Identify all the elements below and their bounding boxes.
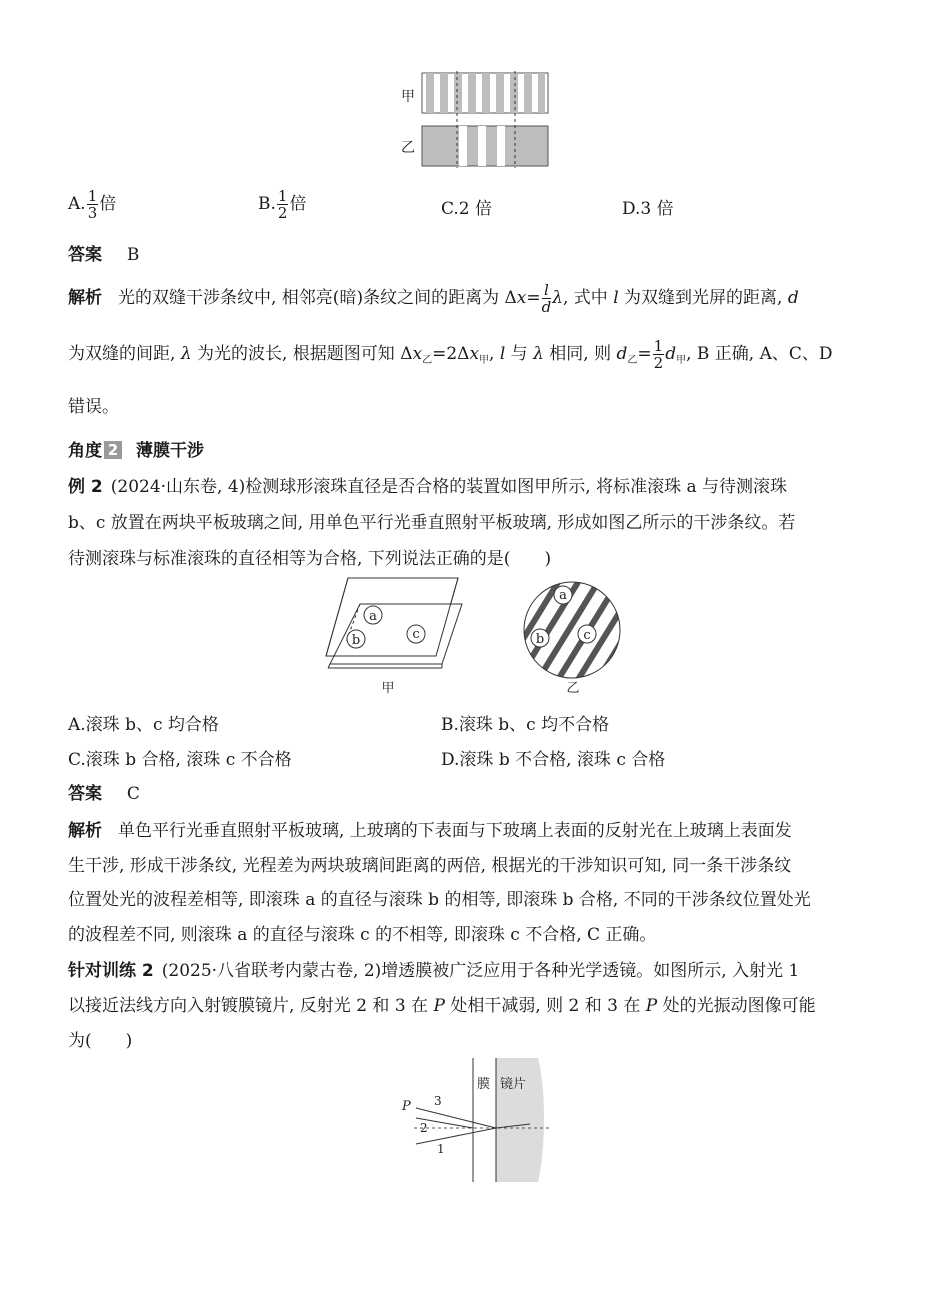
option-a-suffix: 倍 xyxy=(99,194,117,214)
ray-2-label: 2 xyxy=(420,1121,428,1135)
answer-row-2 xyxy=(68,779,140,804)
answer-label: 答案 xyxy=(68,784,102,804)
question-text: (2024·山东卷, 4)检测球形滚珠直径是否合格的装置如图甲所示, 将标准滚珠 a 与待测滚珠 xyxy=(110,477,788,497)
fringe-diagram xyxy=(395,68,555,172)
equals: = xyxy=(637,344,652,364)
point-p-label: P xyxy=(402,1099,411,1114)
option-b-suffix: 倍 xyxy=(289,194,307,214)
analysis-text: , B 正确, A、C、D xyxy=(686,344,833,364)
var-x: x xyxy=(412,344,423,364)
var-lambda: λ xyxy=(552,288,563,308)
fraction-one-half xyxy=(277,188,289,221)
example-label: 例 2 xyxy=(68,477,103,497)
analysis-label: 解析 xyxy=(68,821,102,841)
fringe-figure xyxy=(395,68,555,172)
analysis-2-line4: 的波程差不同, 则滚珠 a 的直径与滚珠 c 的不相等, 即滚珠 c 不合格, C 正确。 xyxy=(68,925,657,945)
label-jia: 甲 xyxy=(401,89,415,105)
analysis-1-line1 xyxy=(68,280,799,316)
ray-3-label: 3 xyxy=(434,1094,442,1108)
fringe-ball-c-label: c xyxy=(583,628,591,643)
option-a xyxy=(68,186,116,222)
frac-den: d xyxy=(541,298,552,316)
figure-yi-label: 乙 xyxy=(566,681,580,696)
var-x: x xyxy=(516,288,527,308)
label-yi: 乙 xyxy=(401,140,415,156)
option-c: C.2 倍 xyxy=(441,199,493,219)
question-text: 处的光振动图像可能 xyxy=(657,996,816,1016)
frac-den: 2 xyxy=(653,354,664,372)
question-text: 处相干减弱, 则 2 和 3 在 xyxy=(444,996,646,1016)
var-lambda: λ xyxy=(533,344,544,364)
var-d: d xyxy=(616,344,628,364)
training-label: 针对训练 2 xyxy=(68,961,154,981)
analysis-2-line3: 位置处光的波程差相等, 即滚珠 a 的直径与滚珠 b 的相等, 即滚珠 b 合格, 不同的干涉条纹位置处光 xyxy=(68,890,811,910)
analysis-text: , xyxy=(489,344,500,364)
answer-value: C xyxy=(126,784,140,804)
frac-den: 3 xyxy=(87,204,98,222)
analysis-text: 与 xyxy=(505,344,534,364)
ball-b-label: b xyxy=(351,633,361,648)
subscript: 乙 xyxy=(422,355,433,366)
var-x: x xyxy=(469,344,480,364)
fringe-ball-b-label: b xyxy=(535,632,545,647)
training-2-line2 xyxy=(68,991,816,1016)
option-b xyxy=(258,186,306,222)
option-d: D.3 倍 xyxy=(622,199,674,219)
option-b-prefix: B. xyxy=(258,194,276,214)
ex2-option-b: B.滚珠 b、c 均不合格 xyxy=(441,715,610,735)
equals: = xyxy=(526,288,541,308)
analysis-1-line2 xyxy=(68,336,833,375)
ball-test-figure xyxy=(318,576,628,700)
var-l: l xyxy=(499,344,506,364)
film-label: 膜 xyxy=(477,1077,491,1092)
frac-num: 1 xyxy=(277,187,288,205)
analysis-text: 光的双缝干涉条纹中, 相邻亮(暗)条纹之间的距离为 Δ xyxy=(118,288,517,308)
question-text: (2025·八省联考内蒙古卷, 2)增透膜被广泛应用于各种光学透镜。如图所示, 入射光 1 xyxy=(161,961,800,981)
training-2-line3: 为( ) xyxy=(68,1031,133,1051)
analysis-1-line3: 错误。 xyxy=(68,397,119,417)
example-2-line3: 待测滚珠与标准滚珠的直径相等为合格, 下列说法正确的是( ) xyxy=(68,549,552,569)
fraction-one-half xyxy=(653,338,665,371)
film-lens-figure xyxy=(400,1058,560,1184)
analysis-2-line2: 生干涉, 形成干涉条纹, 光程差为两块玻璃间距离的两倍, 根据光的干涉知识可知, 同一条干涉条纹 xyxy=(68,856,792,876)
analysis-2-line1 xyxy=(68,816,792,841)
ex2-option-c: C.滚珠 b 合格, 滚珠 c 不合格 xyxy=(68,750,292,770)
ray-1-label: 1 xyxy=(437,1142,445,1156)
subscript: 乙 xyxy=(627,355,638,366)
option-a-prefix: A. xyxy=(68,194,86,214)
analysis-text: 单色平行光垂直照射平板玻璃, 上玻璃的下表面与下玻璃上表面的反射光在上玻璃上表面发 xyxy=(118,821,792,841)
ball-c-label: c xyxy=(412,627,420,642)
ball-a-label: a xyxy=(369,609,377,624)
section-title-prefix: 角度 xyxy=(68,441,102,461)
analysis-text: 为光的波长, 根据题图可知 Δ xyxy=(191,344,413,364)
fringe-ball-a-label: a xyxy=(559,588,567,603)
film-lens-diagram xyxy=(400,1058,560,1184)
subscript: 甲 xyxy=(479,355,490,366)
frac-num: 1 xyxy=(87,187,98,205)
frac-num: 1 xyxy=(653,337,664,355)
question-text: 以接近法线方向入射镀膜镜片, 反射光 2 和 3 在 xyxy=(68,996,434,1016)
var-p: P xyxy=(433,996,445,1016)
ex2-option-a: A.滚珠 b、c 均合格 xyxy=(68,715,219,735)
example-2-line1 xyxy=(68,472,787,497)
fraction-l-over-d xyxy=(542,282,552,315)
frac-den: 2 xyxy=(277,204,288,222)
analysis-label: 解析 xyxy=(68,288,102,308)
analysis-text: 为双缝的间距, xyxy=(68,344,181,364)
ex2-option-d: D.滚珠 b 不合格, 滚珠 c 合格 xyxy=(441,750,666,770)
example-2-line2: b、c 放置在两块平板玻璃之间, 用单色平行光垂直照射平板玻璃, 形成如图乙所示的干涉条纹。若 xyxy=(68,513,796,533)
fraction-one-third xyxy=(87,188,99,221)
training-2-line1 xyxy=(68,956,799,981)
answer-value: B xyxy=(126,245,140,265)
answer-label: 答案 xyxy=(68,245,102,265)
frac-num: l xyxy=(542,282,552,299)
analysis-text: , 式中 xyxy=(563,288,614,308)
subscript: 甲 xyxy=(676,355,687,366)
var-d: d xyxy=(665,344,677,364)
answer-row-1 xyxy=(68,240,139,265)
ball-test-diagram xyxy=(318,576,628,700)
figure-jia-label: 甲 xyxy=(381,681,395,696)
var-p: P xyxy=(645,996,658,1016)
analysis-text: 为双缝到光屏的距离, xyxy=(618,288,788,308)
var-l: l xyxy=(613,288,619,308)
section-heading xyxy=(68,436,204,461)
section-number-badge: 2 xyxy=(104,441,122,459)
analysis-text: 相同, 则 xyxy=(543,344,617,364)
analysis-text: =2Δ xyxy=(432,344,470,364)
var-lambda: λ xyxy=(180,344,192,364)
section-title: 薄膜干涉 xyxy=(136,441,204,461)
lens-label: 镜片 xyxy=(500,1077,527,1092)
var-d: d xyxy=(787,288,799,308)
